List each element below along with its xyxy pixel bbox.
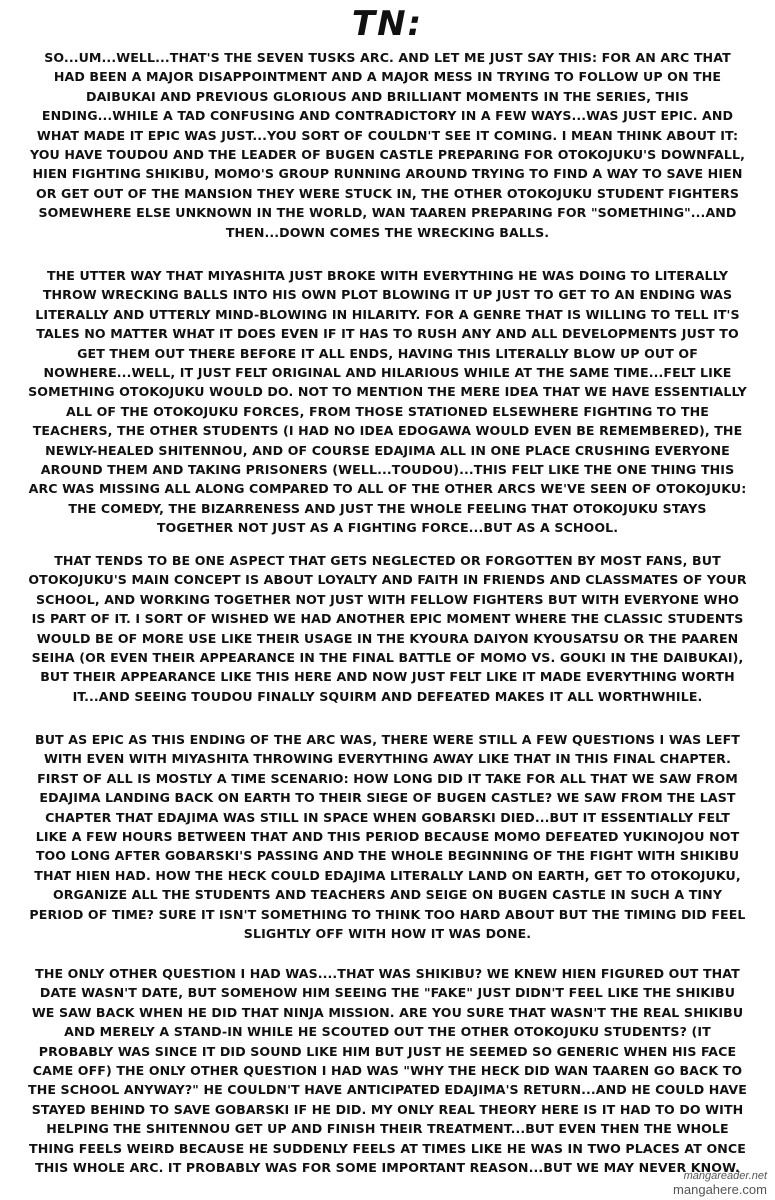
note-paragraph-4: BUT AS EPIC AS THIS ENDING OF THE ARC WAS, THERE WERE STILL A FEW QUESTIONS I WAS LEFT WITH EVEN WITH MIYASHITA THROWING EVERYTHING AWAY LIKE THAT IN THIS FINAL CHAPTER. FIRST OF ALL IS MOSTLY A TIME SCENARIO: HOW LONG DID IT TAKE FOR ALL THAT WE SAW FROM EDAJIMA LANDING BACK ON EARTH TO THEIR SIEGE OF BUGEN CASTLE? WE SAW FROM THE LAST CHAPTER THAT EDAJIMA WAS STILL IN SPACE WHEN GOBARSKI DIED...BUT IT ESSENTIALLY FELT LIKE A FEW HOURS BETWEEN THAT AND THIS PERIOD BECAUSE MOMO DEFEATED YUKINOJOU NOT TOO LONG AFTER GOBARSKI'S PASSING AND THE WHOLE BEGINNING OF THE FIGHT WITH SHIKIBU THAT HIEN HAD. HOW THE HECK COULD EDAJIMA LITERALLY LAND ON EARTH, GET TO OTOKOJUKU, ORGANIZE ALL THE STUDENTS AND TEACHERS AND SEIGE ON BUGEN CASTLE IN SUCH A TINY PERIOD OF TIME? SURE IT ISN'T SOMETHING TO THINK TOO HARD ABOUT BUT THE TIMING DID FEEL SLIGHTLY OFF WITH HOW IT WAS DONE. (29, 732, 746, 942)
page-title: TN: (351, 4, 424, 44)
watermark-line-1: mangareader.net (683, 1170, 767, 1182)
note-paragraph-5: THE ONLY OTHER QUESTION I HAD WAS....THAT WAS SHIKIBU? WE KNEW HIEN FIGURED OUT THAT DATE WASN'T DATE, BUT SOMEHOW HIM SEEING THE "FAKE" JUST DIDN'T FEEL LIKE THE SHIKIBU WE SAW BACK WHEN HE DID THAT NINJA MISSION. ARE YOU SURE THAT WASN'T THE REAL SHIKIBU AND MERELY A STAND-IN WHILE HE SCOUTED OUT THE OTHER OTOKOJUKU STUDENTS? (IT PROBABLY WAS SINCE IT DID SOUND LIKE HIM BUT JUST HE SEEMED SO GENERIC WHEN HIS FACE CAME OFF) THE ONLY OTHER QUESTION I HAD WAS "WHY THE HECK DID WAN TAAREN GO BACK TO THE SCHOOL ANYWAY?" HE COULDN'T HAVE ANTICIPATED EDAJIMA'S RETURN...AND HE COULD HAVE STAYED BEHIND TO SAVE GOBARSKI IF HE DID. MY ONLY REAL THEORY HERE IS IT HAD TO DO WITH HELPING THE SHITENNOU GET UP AND FINISH THEIR TREATMENT...BUT EVEN THEN THE WHOLE THING FEELS WEIRD BECAUSE HE SUDDENLY FEELS AT TIMES LIKE HE WAS IN TWO PLACES AT ONCE THIS WHOLE ARC. IT PROBABLY WAS FOR SOME IMPORTANT REASON...BUT WE MAY NEVER KNOW. (28, 966, 747, 1176)
note-paragraph-3: THAT TENDS TO BE ONE ASPECT THAT GETS NEGLECTED OR FORGOTTEN BY MOST FANS, BUT OTOKOJUKU'S MAIN CONCEPT IS ABOUT LOYALTY AND FAITH IN FRIENDS AND CLASSMATES OF YOUR SCHOOL, AND WORKING TOGETHER NOT JUST WITH FELLOW FIGHTERS BUT WITH EVERYONE WHO IS PART OF IT. I SORT OF WISHED WE HAD ANOTHER EPIC MOMENT WHERE THE CLASSIC STUDENTS WOULD BE OF MORE USE LIKE THEIR USAGE IN THE KYOURA DAIYON KYOUSATSU OR THE PAAREN SEIHA (OR EVEN THEIR APPEARANCE IN THE FINAL BATTLE OF MOMO VS. GOUKI IN THE DAIBUKAI), BUT THEIR APPEARANCE LIKE THIS HERE AND NOW JUST FELT LIKE IT MADE EVERYTHING WORTH IT...AND SEEING TOUDOU FINALLY SQUIRM AND DEFEATED MAKES IT ALL WORTHWHILE. (28, 553, 747, 704)
site-watermark (673, 1170, 767, 1196)
note-paragraph-1: SO...UM...WELL...THAT'S THE SEVEN TUSKS ARC. AND LET ME JUST SAY THIS: FOR AN ARC THAT HAD BEEN A MAJOR DISAPPOINTMENT AND A MAJOR MESS IN TRYING TO FOLLOW UP ON THE DAIBUKAI AND PREVIOUS GLORIOUS AND BRILLIANT MOMENTS IN THE SERIES, THIS ENDING...WHILE A TAD CONFUSING AND CONTRADICTORY IN A FEW WAYS...WAS JUST EPIC. AND WHAT MADE IT EPIC WAS JUST...YOU SORT OF COULDN'T SEE IT COMING. I MEAN THINK ABOUT IT: YOU HAVE TOUDOU AND THE LEADER OF BUGEN CASTLE PREPARING FOR OTOKOJUKU'S DOWNFALL, HIEN FIGHTING SHIKIBU, MOMO'S GROUP RUNNING AROUND TRYING TO FIND A WAY TO SAVE HIEN OR GET OUT OF THE MANSION THEY WERE STUCK IN, THE OTHER OTOKOJUKU STUDENT FIGHTERS SOMEWHERE ELSE UNKNOWN IN THE WORLD, WAN TAAREN PREPARING FOR "SOMETHING"...AND THEN...DOWN COMES THE WRECKING BALLS. (29, 50, 746, 240)
watermark-line-2: mangahere.com (673, 1182, 767, 1197)
note-paragraph-2: THE UTTER WAY THAT MIYASHITA JUST BROKE WITH EVERYTHING HE WAS DOING TO LITERALLY THROW WRECKING BALLS INTO HIS OWN PLOT BLOWING IT UP JUST TO GET TO AN ENDING WAS LITERALLY AND UTTERLY MIND-BLOWING IN HILARITY. FOR A GENRE THAT IS WILLING TO TELL IT'S TALES NO MATTER WHAT IT DOES EVEN IF IT HAS TO RUSH ANY AND ALL DEVELOPMENTS JUST TO GET THEM OUT THERE BEFORE IT ALL ENDS, HAVING THIS LITERALLY BLOW UP OUT OF NOWHERE...WELL, IT JUST FELT ORIGINAL AND HILARIOUS WHILE AT THE SAME TIME...FELT LIKE SOMETHING OTOKOJUKU WOULD DO. NOT TO MENTION THE MERE IDEA THAT WE HAVE ESSENTIALLY ALL OF THE OTOKOJUKU FORCES, FROM THOSE STATIONED ELSEWHERE FIGHTING TO THE TEACHERS, THE OTHER STUDENTS (I HAD NO IDEA EDOGAWA WOULD EVEN BE REMEMBERED), THE NEWLY-HEALED SHITENNOU, AND OF COURSE EDAJIMA ALL IN ONE PLACE CRUSHING EVERYONE AROUND THEM AND TAKING PRISONERS (WELL...TOUDOU)...THIS FELT LIKE THE ONE THING THIS ARC WAS MISSING ALL ALONG COMPARED TO ALL OF THE OTHER ARCS WE'VE SEEN OF OTOKOJUKU: THE COMEDY, THE BIZARRENESS AND JUST THE WHOLE FEELING THAT OTOKOJUKU STAYS TOGETHER NOT JUST AS A FIGHTING FORCE...BUT AS A SCHOOL. (28, 268, 747, 536)
